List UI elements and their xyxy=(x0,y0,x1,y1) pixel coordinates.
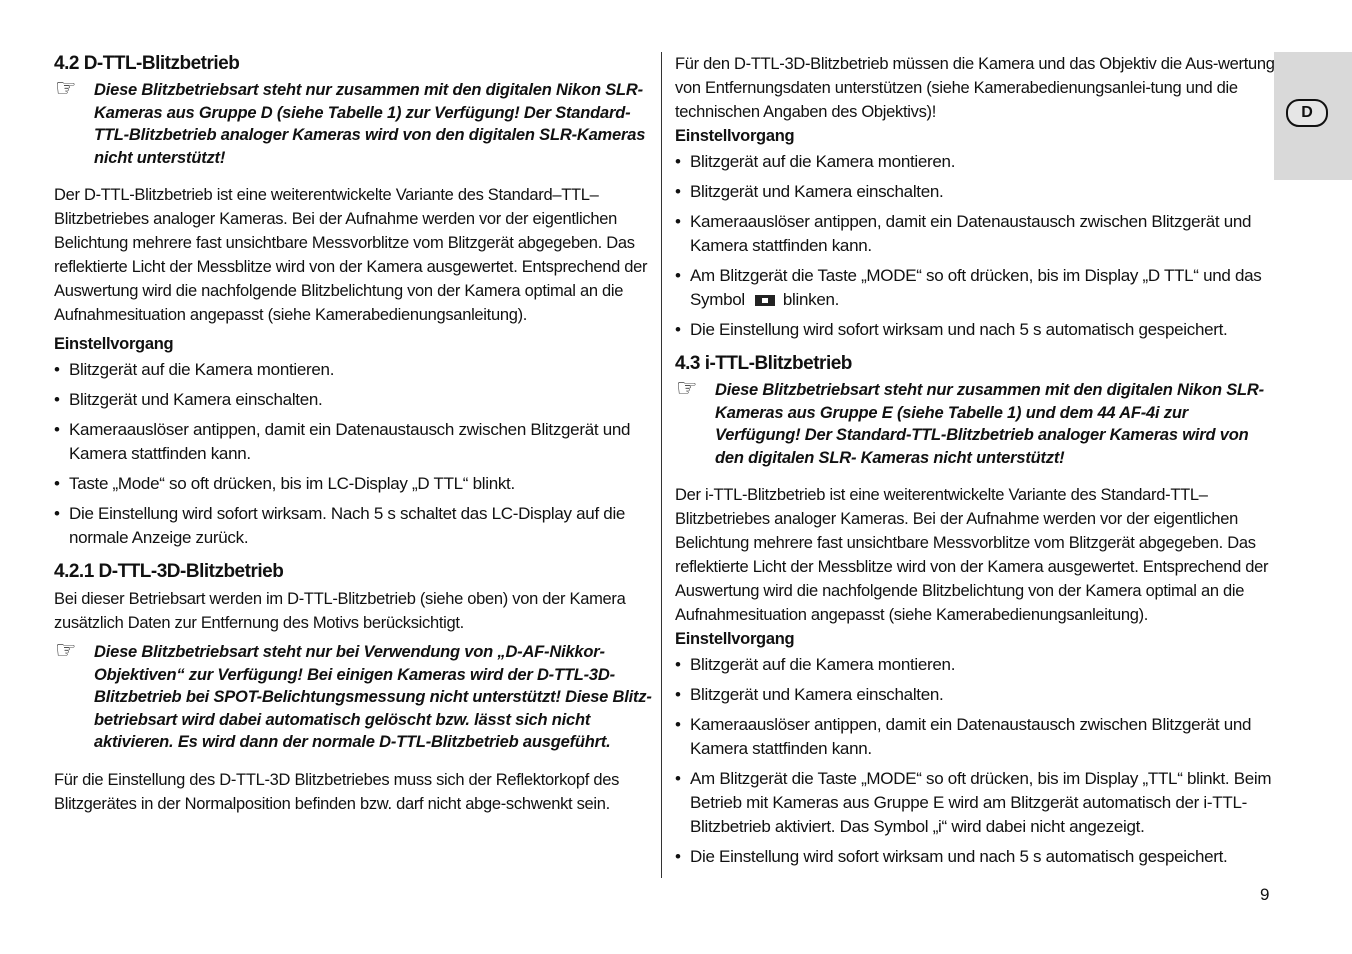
note-block xyxy=(675,375,1275,469)
body-paragraph: Für den D-TTL-3D-Blitzbetrieb müssen die Kamera und das Objektiv die Aus-wertung von Entfernungsdaten unterstützen (siehe Kamerabedienungsanlei-tung und die technischen Angaben des Objektivs)! xyxy=(675,55,1275,121)
list-item: • Blitzgerät und Kamera einschalten. xyxy=(54,388,654,412)
list-item: • Blitzgerät auf die Kamera montieren. xyxy=(675,150,1275,174)
pointing-hand-icon: ☞ xyxy=(55,75,77,102)
subheading-einstellvorgang: Einstellvorgang xyxy=(675,127,795,145)
right-column xyxy=(675,52,1275,875)
body-paragraph: Für die Einstellung des D-TTL-3D Blitzbetriebes muss sich der Reflektorkopf des Blitzgerätes in der Normalposition befinden bzw. darf nicht abge-schwenkt sein. xyxy=(54,770,620,813)
steps-list xyxy=(675,653,1275,869)
steps-list xyxy=(675,150,1275,342)
note-block xyxy=(54,75,654,169)
list-item: • Die Einstellung wird sofort wirksam und nach 5 s automatisch gespeichert. xyxy=(675,845,1275,869)
list-item: • Blitzgerät und Kamera einschalten. xyxy=(675,683,1275,707)
language-badge: D xyxy=(1286,99,1328,127)
note-block xyxy=(54,637,654,754)
body-paragraph: Der D-TTL-Blitzbetrieb ist eine weiterentwickelte Variante des Standard–TTL–Blitzbetriebes analoger Kameras. Bei der Aufnahme werden vor der eigentlichen Belichtung mehrere fast unsichtbare Messvorblitze vom Blitzgerät abgegeben. Das reflektierte Licht der Messblitze wird von der Kamera ausgewertet. Entsprechend der Auswertung wird die nachfolgende Blitzbelichtung von der Kamera optimal an die Aufnahmesituation angepasst (siehe Kamerabedienungsanleitung). xyxy=(54,186,648,324)
list-item: • Taste „Mode“ so oft drücken, bis im LC-Display „D TTL“ blinkt. xyxy=(54,472,654,496)
column-divider xyxy=(661,52,662,878)
list-item: • Kameraauslöser antippen, damit ein Datenaustausch zwischen Blitzgerät und Kamera stattfinden kann. xyxy=(54,418,654,466)
note-text: Diese Blitzbetriebsart steht nur zusammen mit den digitalen Nikon SLR-Kameras aus Gruppe D (siehe Tabelle 1) zur Verfügung! Der Standard-TTL-Blitzbetrieb analoger Kameras wird von den digitalen SLR-Kameras nicht unterstützt! xyxy=(94,81,646,167)
list-item: • Kameraauslöser antippen, damit ein Datenaustausch zwischen Blitzgerät und Kamera stattfinden kann. xyxy=(675,713,1275,761)
section-heading-4-2: 4.2 D-TTL-Blitzbetrieb xyxy=(54,53,240,74)
list-item: • Kameraauslöser antippen, damit ein Datenaustausch zwischen Blitzgerät und Kamera stattfinden kann. xyxy=(675,210,1275,258)
note-text: Diese Blitzbetriebsart steht nur bei Verwendung von „D-AF-Nikkor-Objektiven“ zur Verfügung! Bei einigen Kameras wird der D-TTL-3D-Blitzbetrieb bei SPOT-Belichtungsmessung nicht unterstützt! Diese Blitz-betriebsart wird dabei automatisch gelöscht bzw. lässt sich nicht aktivieren. Es wird dann der normale D-TTL-Blitzbetrieb ausgeführt. xyxy=(94,643,652,751)
language-side-tab xyxy=(1274,52,1352,180)
body-paragraph: Der i-TTL-Blitzbetrieb ist eine weiterentwickelte Variante des Standard-TTL–Blitzbetriebes analoger Kameras. Bei der Aufnahme werden vor der eigentlichen Belichtung mehrere fast unsichtbare Messvorblitze vom Blitzgerät abgegeben. Das reflektierte Licht der Messblitze wird von der Kamera ausgewertet. Entsprechend der Auswertung wird die nachfolgende Blitzbelichtung von der Kamera optimal an die Aufnahmesituation angepasst (siehe Kamerabedienungsanleitung). xyxy=(675,486,1269,624)
step-text: blinken. xyxy=(782,290,840,309)
pointing-hand-icon: ☞ xyxy=(55,637,77,664)
list-item: • Die Einstellung wird sofort wirksam und nach 5 s automatisch gespeichert. xyxy=(675,318,1275,342)
subheading-einstellvorgang: Einstellvorgang xyxy=(675,630,795,648)
left-column xyxy=(54,52,654,821)
section-heading-4-2-1: 4.2.1 D-TTL-3D-Blitzbetrieb xyxy=(54,561,284,582)
page-number: 9 xyxy=(1260,885,1270,904)
section-heading-4-3: 4.3 i-TTL-Blitzbetrieb xyxy=(675,353,852,374)
pointing-hand-icon: ☞ xyxy=(676,375,698,402)
list-item: • Blitzgerät auf die Kamera montieren. xyxy=(675,653,1275,677)
list-item xyxy=(675,264,1275,312)
note-text: Diese Blitzbetriebsart steht nur zusammen mit den digitalen Nikon SLR-Kameras aus Gruppe E (siehe Tabelle 1) und dem 44 AF-4i zur Verfügung! Der Standard-TTL-Blitzbetrieb analoger Kameras wird von den digitalen SLR- Kameras nicht unterstützt! xyxy=(715,381,1264,467)
steps-list xyxy=(54,358,654,550)
body-paragraph: Bei dieser Betriebsart werden im D-TTL-Blitzbetrieb (siehe oben) von der Kamera zusätzlich Daten zur Entfernung des Motivs berücksichtigt. xyxy=(54,590,626,632)
list-item: • Blitzgerät und Kamera einschalten. xyxy=(675,180,1275,204)
list-item: • Blitzgerät auf die Kamera montieren. xyxy=(54,358,654,382)
step-text: Am Blitzgerät die Taste „MODE“ so oft drücken, bis im Display „D TTL“ und das Symbol xyxy=(690,266,1262,309)
display-symbol-icon xyxy=(755,295,775,306)
subheading-einstellvorgang: Einstellvorgang xyxy=(54,335,174,353)
list-item: • Am Blitzgerät die Taste „MODE“ so oft drücken, bis im Display „TTL“ blinkt. Beim Betrieb mit Kameras aus Gruppe E wird am Blitzgerät automatisch der i-TTL-Blitzbetrieb aktiviert. Das Symbol „i“ wird dabei nicht angezeigt. xyxy=(675,767,1275,839)
list-item: • Die Einstellung wird sofort wirksam. Nach 5 s schaltet das LC-Display auf die normale Anzeige zurück. xyxy=(54,502,654,550)
